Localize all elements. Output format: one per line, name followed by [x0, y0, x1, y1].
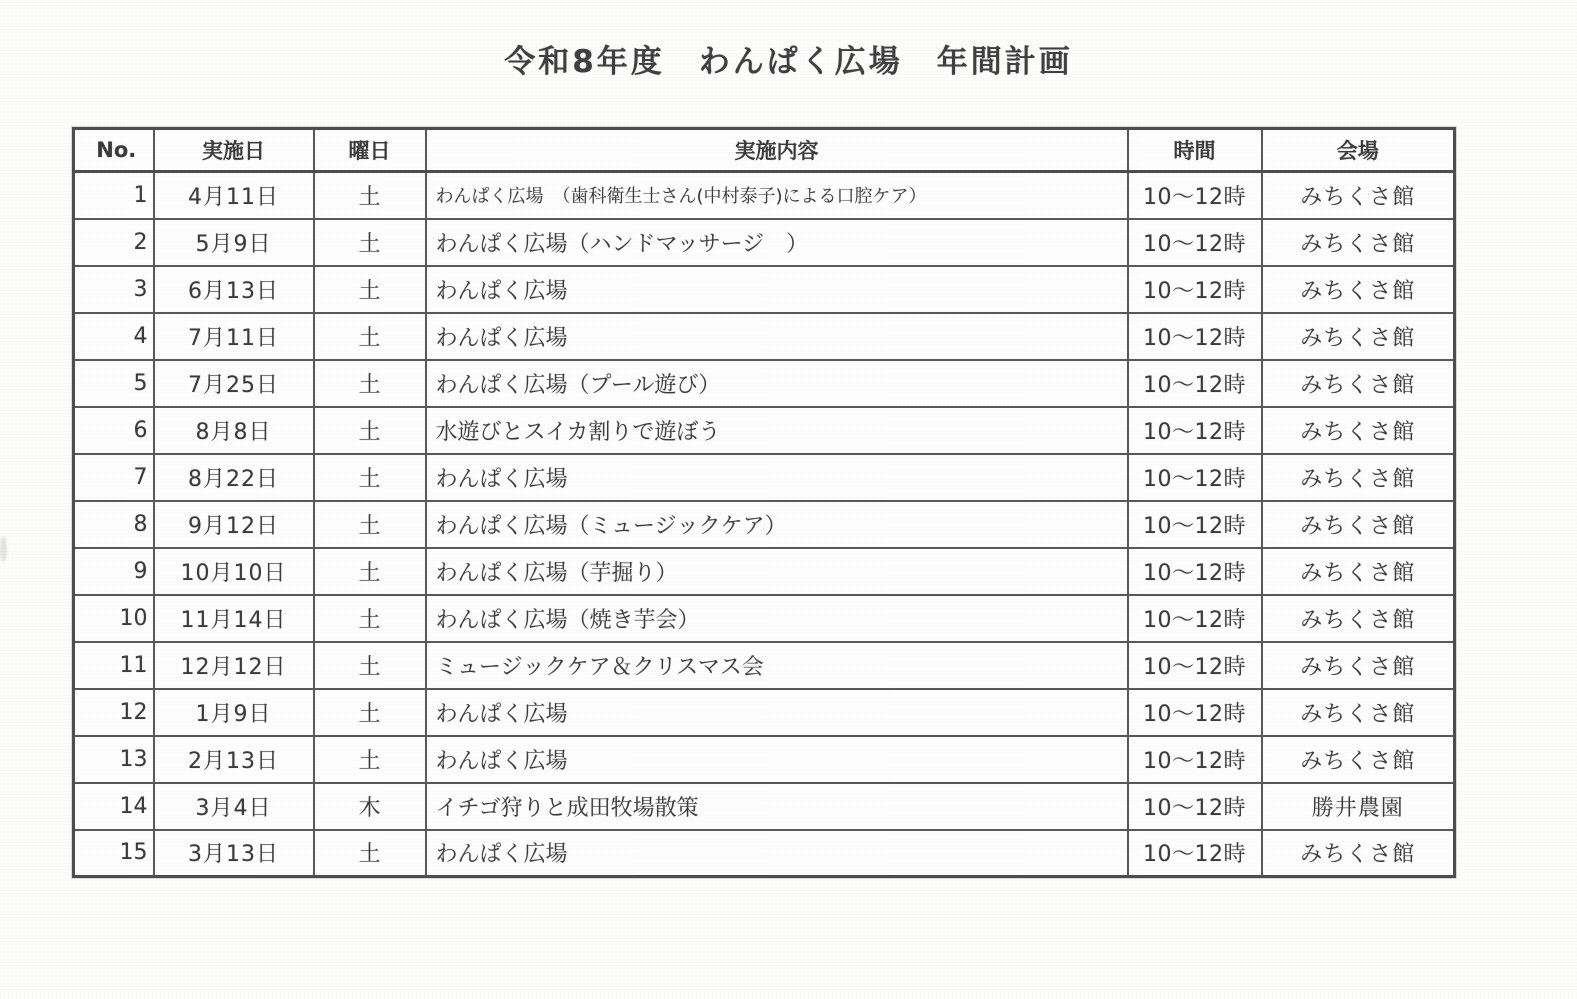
- cell-day: 土: [314, 548, 426, 595]
- cell-time: 10～12時: [1128, 407, 1262, 454]
- cell-day: 土: [314, 501, 426, 548]
- cell-content: わんぱく広場: [426, 689, 1128, 736]
- table-row: [74, 407, 1455, 454]
- cell-venue: みちくさ館: [1262, 360, 1455, 407]
- cell-time: 10～12時: [1128, 172, 1262, 219]
- cell-no: 7: [74, 454, 154, 501]
- cell-no: 10: [74, 595, 154, 642]
- cell-time: 10～12時: [1128, 689, 1262, 736]
- cell-time: 10～12時: [1128, 783, 1262, 830]
- table-row: [74, 501, 1455, 548]
- header-venue: 会場: [1262, 129, 1455, 172]
- cell-time: 10～12時: [1128, 642, 1262, 689]
- cell-content: わんぱく広場: [426, 266, 1128, 313]
- cell-venue: みちくさ館: [1262, 501, 1455, 548]
- table-header: [74, 129, 1455, 172]
- table-row: [74, 219, 1455, 266]
- cell-time: 10～12時: [1128, 266, 1262, 313]
- table-row: [74, 360, 1455, 407]
- cell-no: 14: [74, 783, 154, 830]
- cell-content: わんぱく広場（芋掘り）: [426, 548, 1128, 595]
- cell-time: 10～12時: [1128, 360, 1262, 407]
- cell-day: 土: [314, 736, 426, 783]
- cell-content: わんぱく広場（ミュージックケア）: [426, 501, 1128, 548]
- cell-date: 2月13日: [154, 736, 314, 783]
- table-row: [74, 172, 1455, 219]
- table-row: [74, 830, 1455, 877]
- cell-no: 5: [74, 360, 154, 407]
- cell-venue: みちくさ館: [1262, 172, 1455, 219]
- cell-date: 1月9日: [154, 689, 314, 736]
- cell-content: わんぱく広場 （歯科衛生士さん(中村泰子)による口腔ケア）: [426, 172, 1128, 219]
- header-content: 実施内容: [426, 129, 1128, 172]
- cell-venue: みちくさ館: [1262, 548, 1455, 595]
- cell-venue: みちくさ館: [1262, 407, 1455, 454]
- cell-time: 10～12時: [1128, 548, 1262, 595]
- cell-content: わんぱく広場: [426, 736, 1128, 783]
- cell-content: イチゴ狩りと成田牧場散策: [426, 783, 1128, 830]
- cell-venue: みちくさ館: [1262, 689, 1455, 736]
- cell-venue: みちくさ館: [1262, 736, 1455, 783]
- cell-no: 15: [74, 830, 154, 877]
- cell-no: 11: [74, 642, 154, 689]
- header-date: 実施日: [154, 129, 314, 172]
- cell-content: わんぱく広場（焼き芋会）: [426, 595, 1128, 642]
- cell-day: 土: [314, 454, 426, 501]
- cell-day: 土: [314, 219, 426, 266]
- table-row: [74, 595, 1455, 642]
- table-row: [74, 736, 1455, 783]
- cell-date: 3月4日: [154, 783, 314, 830]
- cell-date: 3月13日: [154, 830, 314, 877]
- table-row: [74, 313, 1455, 360]
- cell-day: 土: [314, 266, 426, 313]
- table-row: [74, 783, 1455, 830]
- cell-content: わんぱく広場（プール遊び）: [426, 360, 1128, 407]
- cell-date: 12月12日: [154, 642, 314, 689]
- cell-content: 水遊びとスイカ割りで遊ぼう: [426, 407, 1128, 454]
- page-title: 令和8年度 わんぱく広場 年間計画: [504, 44, 1073, 80]
- cell-day: 土: [314, 313, 426, 360]
- cell-content: わんぱく広場: [426, 313, 1128, 360]
- table-row: [74, 266, 1455, 313]
- cell-content: ミュージックケア＆クリスマス会: [426, 642, 1128, 689]
- cell-time: 10～12時: [1128, 313, 1262, 360]
- cell-venue: みちくさ館: [1262, 219, 1455, 266]
- cell-day: 土: [314, 689, 426, 736]
- header-day: 曜日: [314, 129, 426, 172]
- cell-day: 土: [314, 172, 426, 219]
- cell-day: 土: [314, 595, 426, 642]
- cell-content: わんぱく広場: [426, 830, 1128, 877]
- cell-time: 10～12時: [1128, 830, 1262, 877]
- table-body: [74, 172, 1455, 877]
- cell-date: 7月25日: [154, 360, 314, 407]
- header-row: [74, 129, 1455, 172]
- cell-day: 土: [314, 360, 426, 407]
- table-row: [74, 642, 1455, 689]
- cell-date: 4月11日: [154, 172, 314, 219]
- schedule-table: [72, 127, 1456, 878]
- header-time: 時間: [1128, 129, 1262, 172]
- cell-time: 10～12時: [1128, 219, 1262, 266]
- cell-venue: みちくさ館: [1262, 313, 1455, 360]
- cell-day: 木: [314, 783, 426, 830]
- cell-date: 10月10日: [154, 548, 314, 595]
- cell-content: わんぱく広場: [426, 454, 1128, 501]
- cell-venue: みちくさ館: [1262, 595, 1455, 642]
- cell-no: 1: [74, 172, 154, 219]
- cell-no: 3: [74, 266, 154, 313]
- cell-no: 13: [74, 736, 154, 783]
- cell-venue: みちくさ館: [1262, 454, 1455, 501]
- cell-no: 9: [74, 548, 154, 595]
- cell-date: 9月12日: [154, 501, 314, 548]
- scan-artifact: [0, 536, 7, 562]
- cell-time: 10～12時: [1128, 595, 1262, 642]
- cell-day: 土: [314, 407, 426, 454]
- cell-content: わんぱく広場（ハンドマッサージ ）: [426, 219, 1128, 266]
- cell-day: 土: [314, 642, 426, 689]
- cell-venue: みちくさ館: [1262, 830, 1455, 877]
- cell-day: 土: [314, 830, 426, 877]
- cell-time: 10～12時: [1128, 501, 1262, 548]
- cell-time: 10～12時: [1128, 736, 1262, 783]
- cell-date: 7月11日: [154, 313, 314, 360]
- cell-date: 8月22日: [154, 454, 314, 501]
- cell-time: 10～12時: [1128, 454, 1262, 501]
- cell-date: 6月13日: [154, 266, 314, 313]
- cell-no: 6: [74, 407, 154, 454]
- cell-no: 12: [74, 689, 154, 736]
- cell-venue: 勝井農園: [1262, 783, 1455, 830]
- cell-venue: みちくさ館: [1262, 266, 1455, 313]
- cell-no: 8: [74, 501, 154, 548]
- cell-no: 4: [74, 313, 154, 360]
- table-row: [74, 689, 1455, 736]
- cell-no: 2: [74, 219, 154, 266]
- cell-venue: みちくさ館: [1262, 642, 1455, 689]
- table-row: [74, 548, 1455, 595]
- cell-date: 8月8日: [154, 407, 314, 454]
- cell-date: 11月14日: [154, 595, 314, 642]
- table-row: [74, 454, 1455, 501]
- header-no: No.: [74, 129, 154, 172]
- cell-date: 5月9日: [154, 219, 314, 266]
